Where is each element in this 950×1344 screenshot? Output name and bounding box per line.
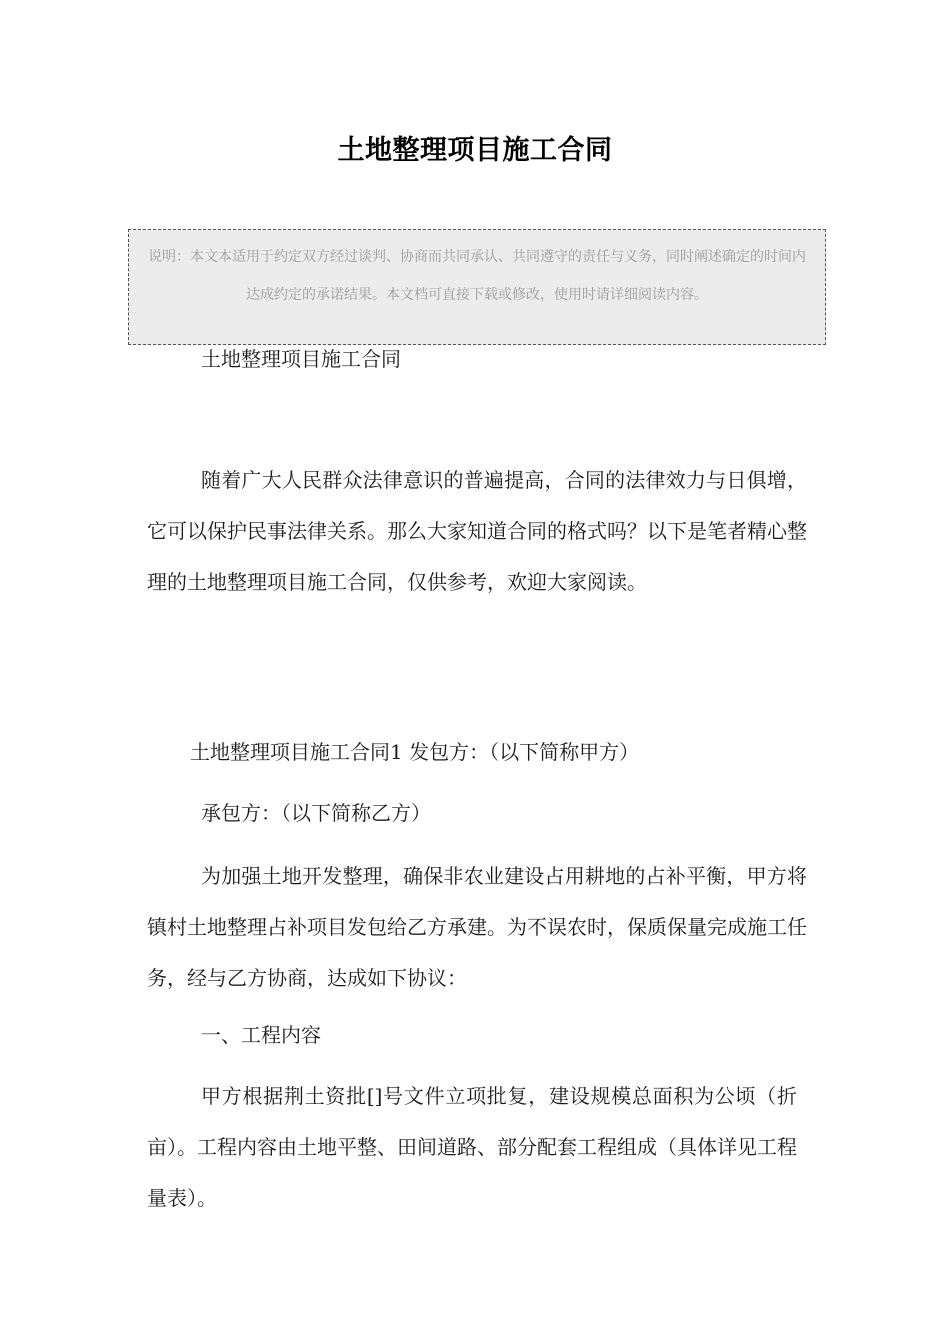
notice-text: 说明：本文本适用于约定双方经过谈判、协商而共同承认、共同遵守的责任与义务，同时阐述确定的时间内达成约定的承诺结果。本文档可直接下载或修改，使用时请详细阅读内容。 [148,249,806,303]
intro-paragraph: 随着广大人民群众法律意识的普遍提高，合同的法律效力与日俱增，它可以保护民事法律关系。那么大家知道合同的格式吗？以下是笔者精心整理的土地整理项目施工合同，仅供参考，欢迎大家阅读。 [147,468,807,594]
document-title: 土地整理项目施工合同 [337,135,613,166]
section-1-title: 一、工程内容 [201,1023,321,1047]
purpose-paragraph: 为加强土地开发整理，确保非农业建设占用耕地的占补平衡，甲方将镇村土地整理占补项目发包给乙方承建。为不误农时，保质保量完成施工任务，经与乙方协商，达成如下协议： [147,864,807,990]
section-1-body: 甲方根据荆土资批[]号文件立项批复，建设规模总面积为公顷（折亩）。工程内容由土地平整、田间道路、部分配套工程组成（具体详见工程量表）。 [147,1084,797,1210]
contractor-line: 承包方：（以下简称乙方） [201,801,431,825]
notice-box [128,229,826,345]
document-subtitle: 土地整理项目施工合同 [201,347,401,371]
contract-heading: 土地整理项目施工合同1 发包方：（以下简称甲方） [190,740,640,764]
